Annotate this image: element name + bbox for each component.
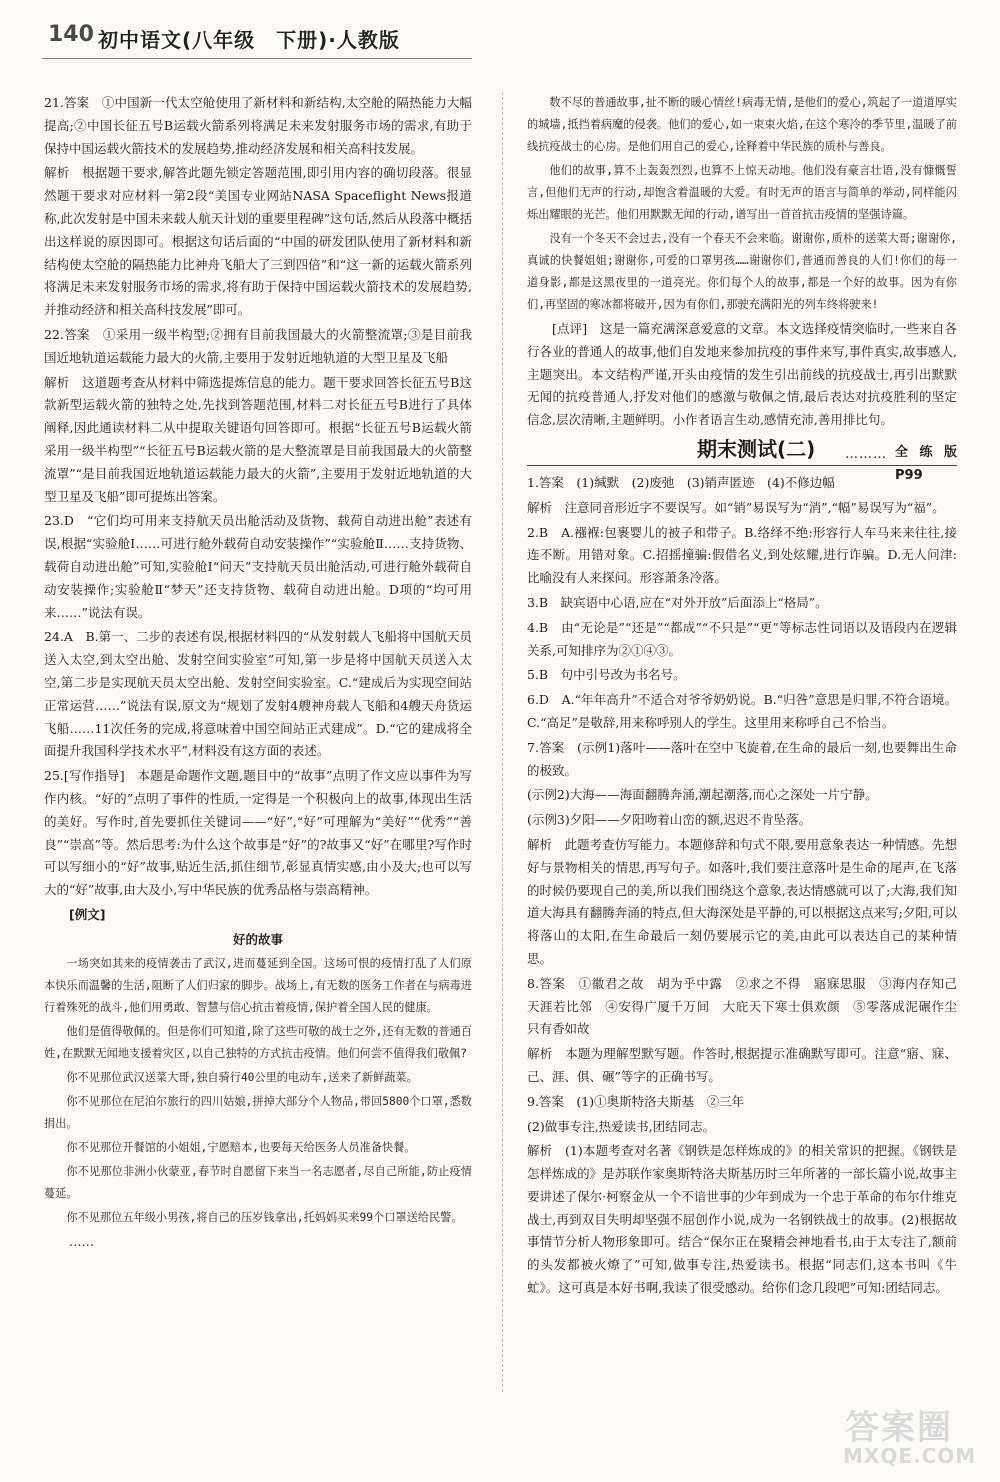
book-title: 初中语文(八年级 下册)·人教版 (98, 28, 400, 52)
essay-paragraph: 你不见那位开餐馆的小姐姐,宁愿赔本,也要每天给医务人员准备快餐。 (66, 1141, 416, 1155)
q21-answer: 21.答案 ①中国新一代太空舱使用了新材料和新结构,太空舱的隔热能力大幅提高;②中国长征五号B运载火箭系列将满足未来发射服务市场的需求,有助于保持中国运载火箭技术的发展趋势,推动经济发展和相关高科技发展。 (44, 95, 472, 156)
essay-paragraph: 你不见那位非洲小伙蒙亚,春节时自愿留下来当一名志愿者,尽自己所能,防止疫情蔓延。 (44, 1165, 472, 1201)
essay-paragraph: 没有一个冬天不会过去,没有一个春天不会来临。谢谢你,质朴的送菜大哥;谢谢你,真诚的快餐姐姐;谢谢你,可爱的口罩男孩……谢谢你们,普通而善良的人们!你们的每一道身影,都是这黑夜里的一道亮光。你们每个人的故事,都是一个好的故事。因为有你们,再坚固的寒冰都将破开,因为有你们,那驶充满阳光的列车终将驶来! (527, 232, 957, 311)
essay-paragraph: 他们是值得敬佩的。但是你们可知道,除了这些可敬的战士之外,还有无数的普通百姓,在默默无闻地支援着灾区,以自己独特的方式抗击疫情。他们何尝不值得我们敬佩? (44, 1025, 472, 1061)
example-label: [例文] (69, 906, 106, 922)
section-leader-dots: ……… (845, 446, 887, 462)
section-title: 期末测试(二) (697, 436, 816, 461)
left-column (44, 92, 472, 1256)
watermark-logo (835, 1400, 985, 1475)
q6-answer: 6.D A.“年年高升”不适合对爷爷奶奶说。B.“归咎”意思是归罪,不符合语境。C.“高足”是敬辞,用来称呼别人的学生。这里用来称呼自己不恰当。 (527, 692, 957, 730)
essay-paragraph: 你不见那位五年级小男孩,将自己的压岁钱拿出,托妈妈买来99个口罩送给民警。 (66, 1211, 463, 1225)
header-rule (42, 58, 472, 59)
q1-answer: 1.答案 (1)缄默 (2)废弛 (3)销声匿迹 (4)不修边幅 (527, 474, 835, 490)
essay-paragraph: 数不尽的普通故事,扯不断的暖心情丝!病毒无情,是他们的爱心,筑起了一道道厚实的城墙,抵挡着病魔的侵袭。他们的爱心,如一束束火焰,在这个寒冷的季节里,温暖了前线抗疫战士的心房。是他们用自己的爱心,诠释着中华民族的质朴与善良。 (527, 96, 957, 153)
essay-ellipsis: …… (69, 1234, 94, 1250)
essay-comment: [点评] 这是一篇充满深意爱意的文章。本文选择疫情突临时,一些来自各行各业的普通人的故事,他们自发地来参加抗疫的事件来写,事件真实,故事感人,主题突出。本文结构严谨,开头由疫情的发生引出前线的抗疫战士,再引出默默无闻的抗疫普通人,抒发对他们的感激与敬佩之情,最后表达对抗疫胜利的坚定信念,层次清晰,主题鲜明。小作者语言生动,感情充沛,善用排比句。 (527, 321, 957, 428)
section-page-reference: 全练版 P99 (895, 444, 957, 483)
q21-analysis: 解析 根据题干要求,解答此题先锁定答题范围,即引用内容的确切段落。很显然题干要求对应材料一第2段“美国专业网站NASA Spaceflight News报道称,此次发射是中国未来载人航天计划的重要里程碑”这句话,然后从段落中概括出这样说的原因即可。根据这句话后面的“中国的研发团队使用了新材料和新结构使太空舱的隔热能力比神舟飞船大了三到四倍”和“这一新的运载火箭系列将满足未来发射服务市场的需求,将有助于保持中国运载火箭技术的发展趋势,并推动经济和相关高科技发展”即可。 (44, 165, 472, 318)
q2-answer: 2.B A.襁褓:包裹婴儿的被子和带子。B.络绎不绝:形容行人车马来来往往,接连不断。用错对象。C.招摇撞骗:假借名义,到处炫耀,进行诈骗。D.无人问津:比喻没有人来探问。形容萧条冷落。 (527, 524, 957, 586)
q7-example-3: (示例3)夕阳——夕阳吻着山峦的额,迟迟不肯坠落。 (527, 812, 812, 828)
watermark-url: MXQE.COM (843, 1444, 977, 1468)
q7-analysis: 解析 此题考查仿写能力。本题修辞和句式不限,要用意象表达一种情感。先想好与景物相关的情思,再写句子。如落叶,我们要注意落叶是生命的尾声,在飞落的时候仍要现自己的美,所以我们围绕这个意象,表达情感就可以了;大海,我们知道大海具有翻腾奔涌的特点,但大海深处是平静的,可以根据这点来写;夕阳,可以将落山的太阳,在生命最后一刻仍要展示它的美,由此可以表达自己的某种情思。 (527, 836, 957, 966)
essay-paragraph: 你不见那位武汉送菜大哥,独自骑行40公里的电动车,送来了新鲜蔬菜。 (66, 1071, 418, 1085)
q1-analysis: 解析 注意同音形近字不要误写。如“销”易误写为“消”,“幅”易误写为“福”。 (527, 499, 945, 515)
q9-answer: 9.答案 (1)①奥斯特洛夫斯基 ②三年 (527, 1093, 745, 1109)
q9-analysis: 解析 (1)本题考查对名著《钢铁是怎样炼成的》的相关常识的把握。《钢铁是怎样炼成的》是苏联作家奥斯特洛夫斯基历时三年所著的一部长篇小说,故事主要讲述了保尔·柯察金从一个不谙世事的少年到成为一个忠于革命的布尔什维克战士,再到双目失明却坚强不屈创作小说,成为一名钢铁战士的故事。(2)根据故事情节分析人物形象即可。结合“保尔正在聚精会神地看书,由于太专注了,额前的头发都被火燎了”可知,做事专注,热爱读书。根据“同志们,这本书叫《牛虻》。这可真是本好书啊,我读了很受感动。给你们念几段吧”可知:团结同志。 (527, 1143, 957, 1296)
q5-answer: 5.B 句中引号改为书名号。 (527, 667, 686, 683)
essay-paragraph: 一场突如其来的疫情袭击了武汉,进而蔓延到全国。这场可恨的疫情打乱了人们原本快乐而温馨的生活,阻断了人们归家的脚步。战场上,有无数的医务工作者在与病毒进行着殊死的战斗,他们用勇敢、智慧与信心抗击着疫情,保护着全国人民的健康。 (44, 957, 472, 1015)
watermark-text: 答案圈 (845, 1408, 953, 1448)
q23-answer: 23.D “它们均可用来支持航天员出舱活动及货物、载荷自动进出舱”表述有误,根据“实验舱Ⅰ……可进行舱外载荷自动安装操作”“实验舱Ⅱ……支持货物、载荷自动进出舱”可知,实验舱Ⅰ“问天”支持航天员出舱活动,可进行舱外载荷自动安装操作;实验舱Ⅱ“梦天”还支持货物、载荷自动进出舱。D项的“均可用来……”说法有误。 (44, 513, 472, 620)
q4-answer: 4.B 由“无论是”“还是”“都成”“不只是”“更”等标志性词语以及语段内在逻辑关系,可知排序为②①④③。 (527, 619, 957, 658)
section-rule (527, 465, 957, 466)
q7-example-2: (示例2)大海——海面翻腾奔涌,潮起潮落,而心之深处一片宁静。 (527, 787, 878, 803)
q9-answer-2: (2)做事专注,热爱读书,团结同志。 (527, 1118, 716, 1134)
q8-analysis: 解析 本题为理解型默写题。作答时,根据提示准确默写即可。注意“寤、寐、己、涯、俱、碾”等字的正确书写。 (527, 1046, 957, 1084)
q7-answer: 7.答案 (示例1)落叶——落叶在空中飞旋着,在生命的最后一刻,也要舞出生命的极致。 (527, 739, 957, 778)
column-divider (502, 92, 503, 1392)
page-number: 140 (48, 22, 94, 47)
essay-paragraph: 你不见那位在尼泊尔旅行的四川姑娘,拼掉大部分个人物品,带回5800个口罩,悉数捐出。 (44, 1095, 472, 1131)
q22-answer: 22.答案 ①采用一级半构型;②拥有目前我国最大的火箭整流罩;③是目前我国近地轨道运载能力最大的火箭,主要用于发射近地轨道的大型卫星及飞船 (44, 326, 472, 365)
q25-writing-guide: 25.[写作指导] 本题是命题作文题,题目中的“故事”点明了作文应以事件为写作内核。“好的”点明了事件的性质,一定得是一个积极向上的故事,体现出生活的美好。写作时,首先要抓住关键词——“好”,“好”可理解为“美好”“优秀”“善良”“崇高”等。然后思考:为什么这个故事是“好”的?故事又“好”在哪里?写作时可以写细小的“好”故事,贴近生活,抓住细节,彰显真情实感,由小及大;也可以写大的“好”故事,由大及小,写中华民族的优秀品格与崇高精神。 (44, 768, 472, 898)
q22-analysis: 解析 这道题考查从材料中筛选提炼信息的能力。题干要求回答长征五号B这款新型运载火箭的独特之处,先找到答题范围,材料二对长征五号B进行了具体阐释,因此通读材料二从中提取关键语句回答即可。根据“长征五号B运载火箭采用一级半构型”“长征五号B运载火箭的是大整流罩是目前我国最大的火箭整流罩”“是目前我国近地轨道运载能力最大的火箭”,主要用于发射近地轨道的大型卫星及飞船”即可提炼出答案。 (44, 374, 472, 504)
q3-answer: 3.B 缺宾语中心语,应在“对外开放”后面添上“格局”。 (527, 594, 828, 610)
q24-answer: 24.A B.第一、二步的表述有误,根据材料四的“从发射载人飞船将中国航天员送入太空,到太空出舱、发射空间实验室”可知,第一步是将中国航天员送入太空,第二步是实现航天员太空出舱、发射空间实验室。C.“建成后为实现空间站正常运营……”说法有误,原文为“规划了发射4艘神舟载人飞船和4艘天舟货运飞船……11次任务的完成,将意味着中国空间站正式建成”。D.“它的建成将全面提升我国科学技术水平”,材料没有这方面的表述。 (44, 629, 472, 759)
essay-title: 好的故事 (232, 931, 283, 947)
right-column (527, 92, 970, 1302)
essay-paragraph: 他们的故事,算不上轰轰烈烈,也算不上惊天动地。他们没有豪言壮语,没有慷慨誓言,但他们无声的行动,却饱含着温暖的大爱。有时无声的语言与简单的举动,同样能闪烁出耀眼的光芒。他们用默默无闻的行动,谱写出一首首抗击疫情的坚强诗篇。 (527, 164, 957, 221)
page-header (42, 14, 942, 74)
q8-answer: 8.答案 ①徽君之故 胡为乎中露 ②求之不得 寤寐思服 ③海内存知己 天涯若比邻 ④安得广厦千万间 大庇天下寒士俱欢颜 ⑤零落成泥碾作尘 只有香如故 (527, 975, 970, 1037)
